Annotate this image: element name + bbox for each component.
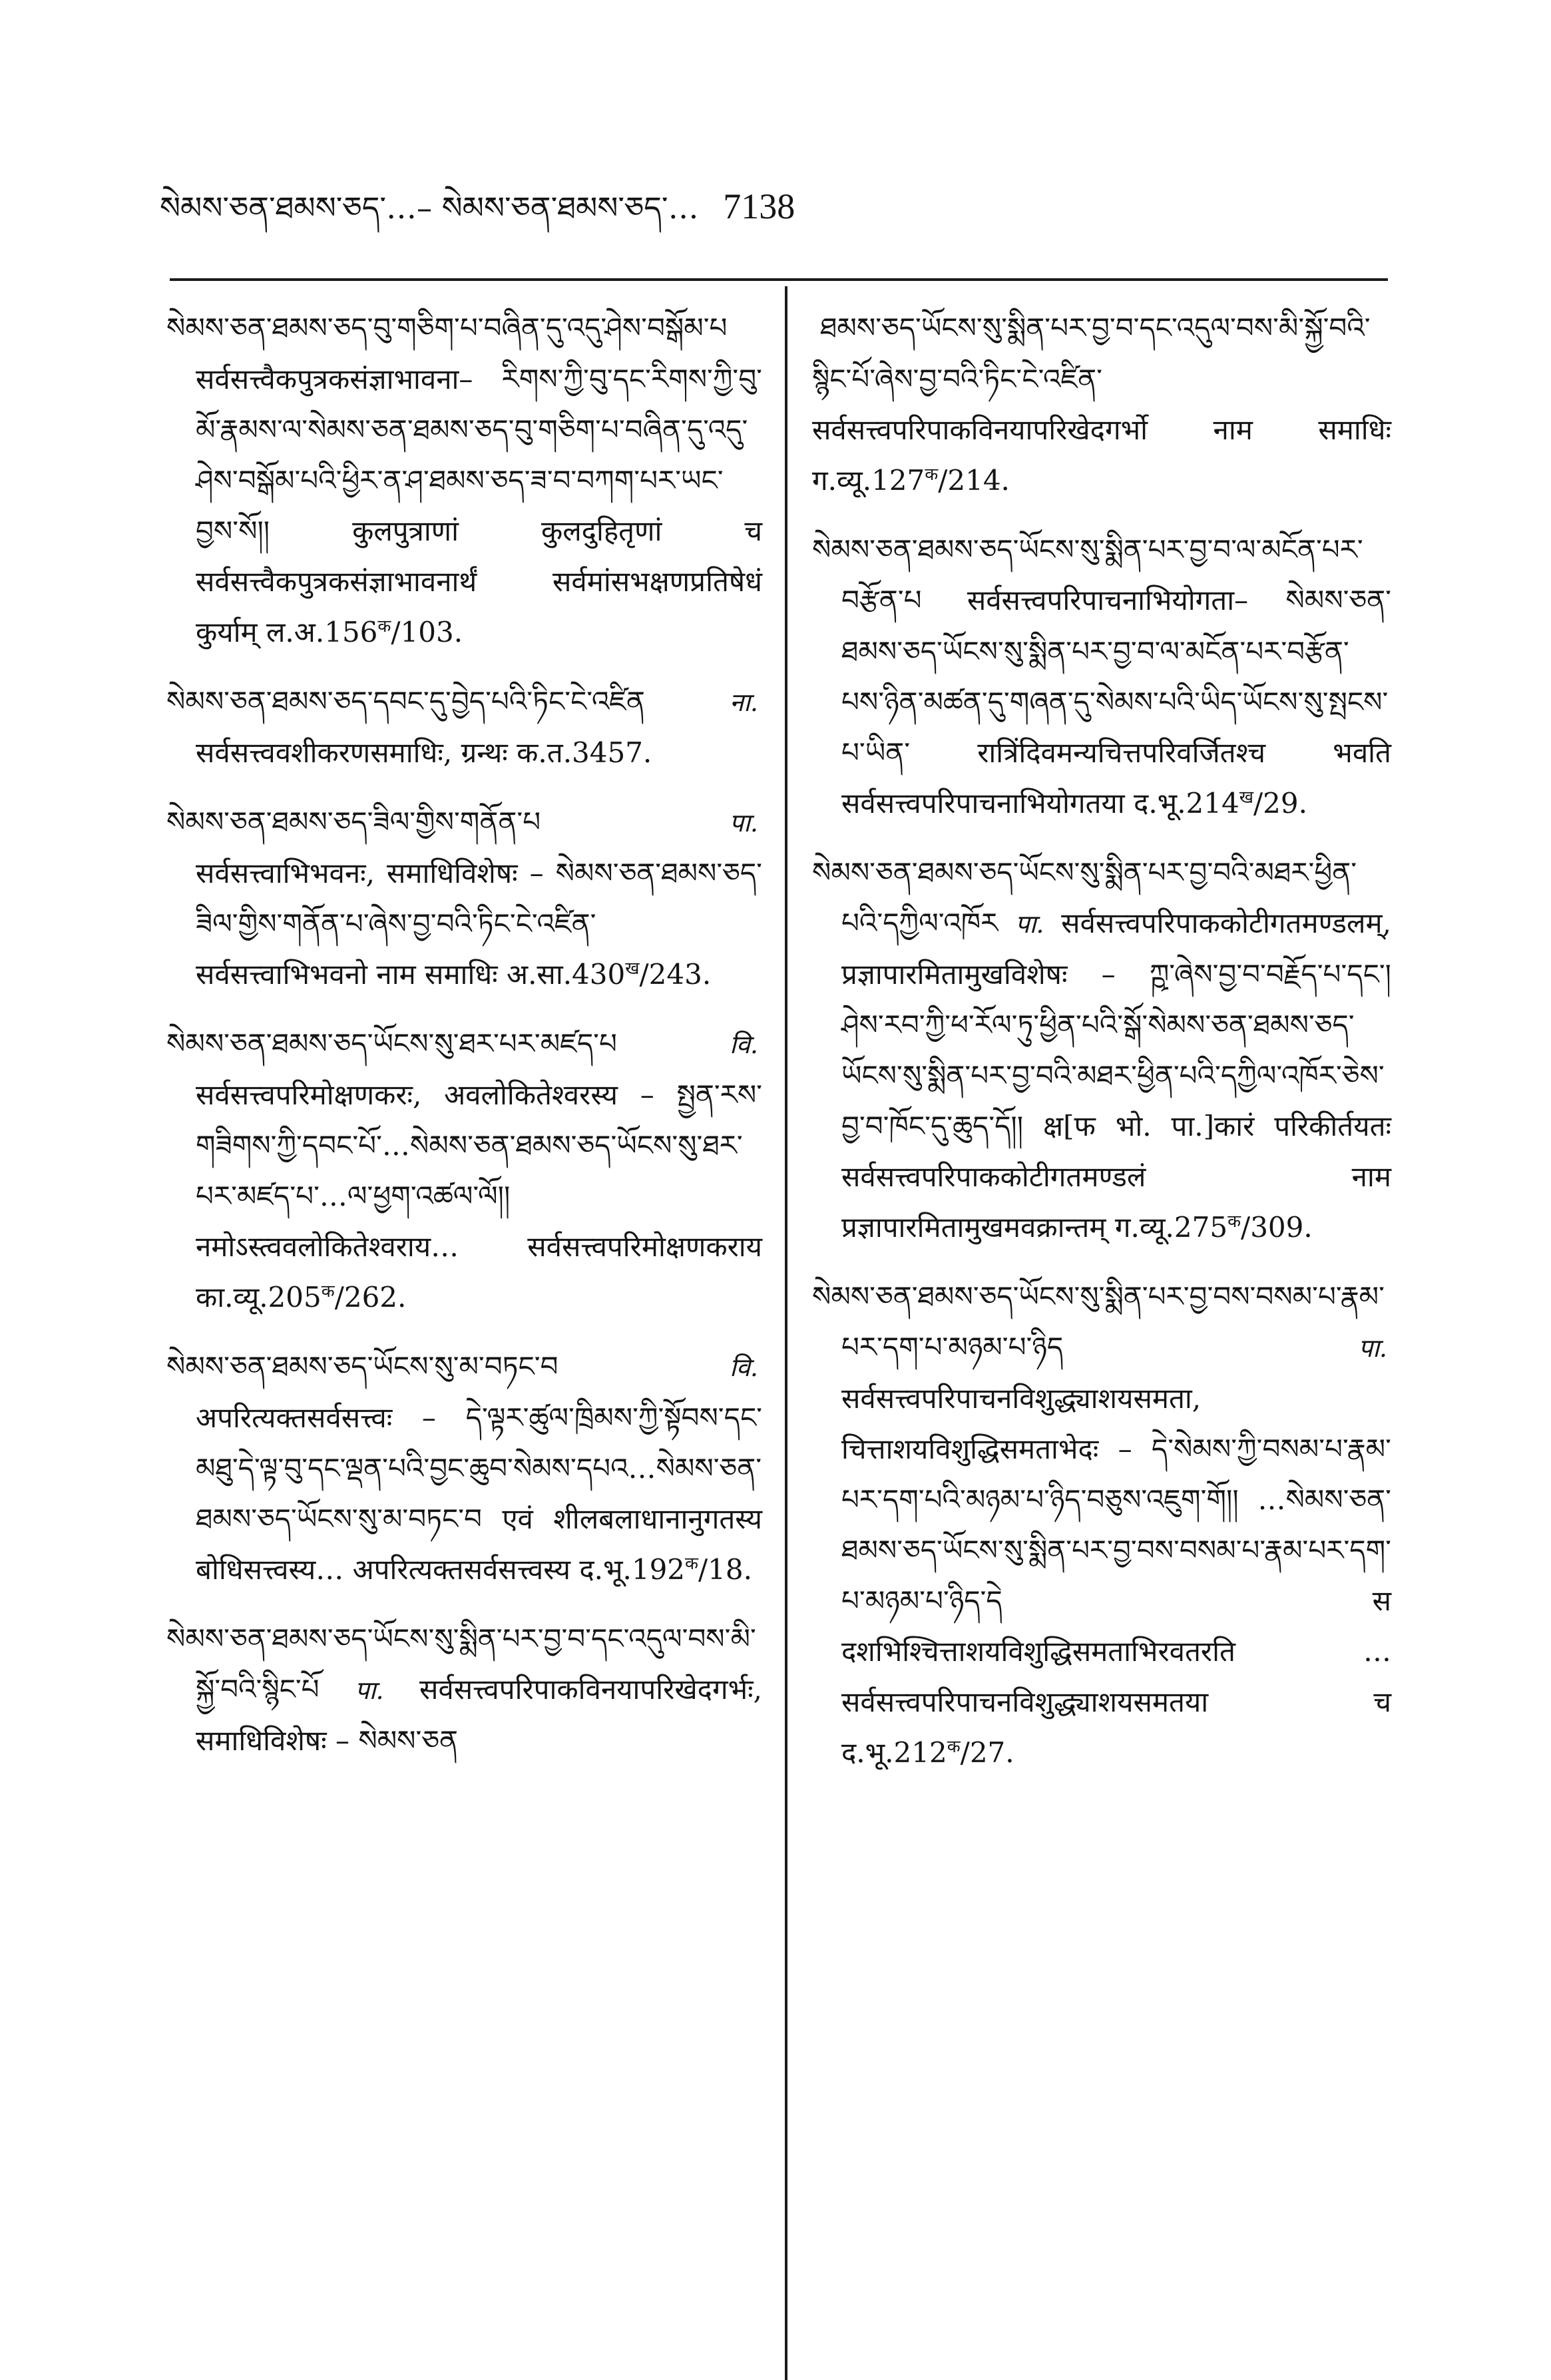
entry-headword: སེམས་ཅན་ཐམས་ཅད་ཡོངས་སུ་སྨིན་པར་བྱ་བ་དང་འདུལ་བས་མི་སྐྱོ་བའི་སྙིང་པོ (166, 1622, 756, 1706)
entry-headword: སེམས་ཅན་ཐམས་ཅད་བུ་གཅིག་པ་བཞིན་དུ་འདུ་ཤེས་བསྒོམ་པ (166, 312, 728, 344)
guide-words: སེམས་ཅན་ཐམས་ཅད་…– སེམས་ཅན་ཐམས་ཅད་… (160, 190, 699, 226)
entry-headword: སེམས་ཅན་ཐམས་ཅད་ཡོངས་སུ་སྨིན་པར་བྱ་བའི་མཐར་ཕྱིན་པའི་དཀྱིལ་འཁོར (812, 856, 1357, 939)
reference-superscript: ख (625, 959, 640, 979)
dictionary-entry (166, 1341, 762, 1595)
reference-superscript: क (321, 1282, 335, 1302)
grammar-label: वि. (729, 1030, 758, 1059)
reference-superscript: क (377, 616, 391, 636)
entry-text: सर्वसत्त्वपरिपाककोटीगतमण्डलम्, प्रज्ञापारमितामुखविशेषः – ཀྵ་ཞེས་བྱ་བ་བརྗོད་པ་དང་། ཤེས་རབ་ཀྱི་ཕ་རོལ་ཏུ་ཕྱིན་པའི་སྒོ་སེམས་ཅན་ཐམས་ཅད་ཡོངས་སུ་སྨིན་པར་བྱ་བའི་མཐར་ཕྱིན་པའི་དཀྱིལ་འཁོར་ཅེས་བྱ་བ་ཁོང་དུ་ཆུད་དོ།། क्ष[फ भो. पा.]कारं परिकीर्तयतः सर्वसत्त्वपरिपाककोटीगतमण्डलं नाम प्रज्ञापारमितामुखमवक्रान्तम् ग.व्यू.275 (841, 907, 1391, 1244)
reference-tail: /262. (334, 1281, 407, 1313)
entry-text: अपरित्यक्तसर्वसत्त्वः – དེ་ལྟར་ཚུལ་ཁྲིམས་ཀྱི་སྟོབས་དང་མཐུ་དེ་ལྟ་བུ་དང་ལྡན་པའི་བྱང་ཆུབ་སེམས་དཔའ…སེམས་ཅན་ཐམས་ཅད་ཡོངས་སུ་མ་བཏང་བ एवं शीलबलाधानानुगतस्य बोधिसत्त्वस्य… अपरित्यक्तसर्वसत्त्वस्य द.भू.192 (196, 1401, 762, 1586)
grammar-label: पा. (729, 808, 758, 837)
reference-tail: /18. (698, 1553, 752, 1586)
reference-superscript: क (947, 1737, 961, 1757)
dictionary-entry (166, 1614, 762, 1766)
entry-text: ཐམས་ཅད་ཡོངས་སུ་སྨིན་པར་བྱ་བ་དང་འདུལ་བས་མི་སྐྱོ་བའི་སྙིང་པོ་ཞེས་བྱ་བའི་ཏིང་ངེ་འཛིན་ सर्वसत्त्वपरिपाकविनयापरिखेदगर्भो नाम समाधिः ग.व्यू.127 (812, 312, 1391, 497)
right-column (812, 303, 1391, 1797)
grammar-label: पा. (355, 1676, 384, 1705)
entry-text: सर्वसत्त्वाभिभवनः, समाधिविशेषः – སེམས་ཅན་ཐམས་ཅད་ཟིལ་གྱིས་གནོན་པ་ཞེས་བྱ་བའི་ཏིང་ངེ་འཛིན་ सर्वसत्त्वाभिभवनो नाम समाधिः अ.सा.430 (196, 857, 762, 991)
entry-text: सर्वसत्त्वपरिपाचनाभियोगता– སེམས་ཅན་ཐམས་ཅད་ཡོངས་སུ་སྨིན་པར་བྱ་བ་ལ་མངོན་པར་བརྩོན་པས་ཉིན་མཚན་དུ་གཞན་དུ་སེམས་པའི་ཡིད་ཡོངས་སུ་སྤངས་པ་ཡིན་ रात्रिंदिवमन्यचित्तपरिवर्जितश्च भवति सर्वसत्त्वपरिपाचनाभियोगतया द.भू.214 (841, 584, 1391, 820)
entry-headword: སེམས་ཅན་ཐམས་ཅད་ཟིལ་གྱིས་གནོན་པ (166, 806, 541, 838)
entry-text: सर्वसत्त्वपरिपाचनविशुद्ध्याशयसमता, चित्ताशयविशुद्धिसमताभेदः – དེ་སེམས་ཀྱི་བསམ་པ་རྣམ་པར་དག་པའི་མཉམ་པ་ཉིད་བཅུས་འཇུག་གོ།། …སེམས་ཅན་ཐམས་ཅད་ཡོངས་སུ་སྨིན་པར་བྱ་བས་བསམ་པ་རྣམ་པར་དག་པ་མཉམ་པ་ཉིད་དེ स दशभिश्चित्ताशयविशुद्धिसमताभिरवतरति … सर्वसत्त्वपरिपाचनविशुद्ध्याशयसमतया च द.भू.212 (841, 1382, 1391, 1769)
entry-text: सर्वसत्त्वैकपुत्रकसंज्ञाभावना– རིགས་ཀྱི་བུ་དང་རིགས་ཀྱི་བུ་མོ་རྣམས་ལ་སེམས་ཅན་ཐམས་ཅད་བུ་གཅིག་པ་བཞིན་དུ་འདུ་ཤེས་བསྒོམ་པའི་ཕྱིར་ན་ཤ་ཐམས་ཅད་ཟ་བ་བཀག་པར་ཡང་བྱས་སོ།། कुलपुत्राणां कुलदुहितृणां च सर्वसत्त्वैकपुत्रकसंज्ञाभावनार्थं सर्वमांसभक्षणप्रतिषेधं कुर्याम् ल.अ.156 (196, 363, 762, 648)
dictionary-entry-continuation (812, 303, 1391, 506)
reference-tail: /103. (391, 616, 463, 648)
page-header (160, 174, 795, 234)
reference-tail: /214. (938, 464, 1010, 497)
entry-text: सर्वसत्त्ववशीकरणसमाधिः, ग्रन्थः क.त.3457. (196, 736, 652, 769)
entry-headword: སེམས་ཅན་ཐམས་ཅད་ཡོངས་སུ་མ་བཏང་བ (166, 1350, 558, 1383)
reference-superscript: ख (1239, 788, 1253, 808)
entry-headword: སེམས་ཅན་ཐམས་ཅད་ཡོངས་སུ་སྨིན་པར་བྱ་བ་ལ་མངོན་པར་བརྩོན་པ (812, 533, 1363, 616)
reference-superscript: क (925, 465, 939, 485)
entry-headword: སེམས་ཅན་ཐམས་ཅད་ཡོངས་སུ་སྨིན་པར་བྱ་བས་བསམ་པ་རྣམ་པར་དག་པ་མཉམ་པ་ཉིད (812, 1280, 1385, 1363)
reference-tail: /243. (639, 958, 712, 991)
reference-superscript: क (685, 1554, 698, 1574)
dictionary-entry (166, 676, 762, 778)
dictionary-entry (812, 847, 1391, 1253)
reference-tail: /309. (1241, 1211, 1313, 1244)
reference-tail: /29. (1253, 787, 1307, 820)
grammar-label: वि. (729, 1353, 758, 1382)
reference-tail: /27. (960, 1736, 1014, 1769)
dictionary-entry (166, 797, 762, 1000)
column-divider (785, 286, 787, 2380)
entry-text: सर्वसत्त्वपरिपाकविनयापरिखेदगर्भः, समाधिविशेषः – སེམས་ཅན (196, 1673, 762, 1757)
grammar-label: पा. (1358, 1333, 1387, 1363)
grammar-label: ना. (729, 688, 758, 717)
entry-headword: སེམས་ཅན་ཐམས་ཅད་དབང་དུ་བྱེད་པའི་ཏིང་ངེ་འཛིན (166, 685, 645, 718)
dictionary-entry (812, 525, 1391, 829)
grammar-label: पा. (1014, 909, 1044, 939)
header-rule (170, 278, 1388, 281)
entry-text: सर्वसत्त्वपरिमोक्षणकरः, अवलोकितेश्वरस्य – སྤྱན་རས་གཟིགས་ཀྱི་དབང་པོ་…སེམས་ཅན་ཐམས་ཅད་ཡོངས་སུ་ཐར་པར་མཛད་པ་…ལ་ཕྱག་འཚལ་ལོ།། नमोऽस्त्ववलोकितेश्वराय… सर्वसत्त्वपरिमोक्षणकराय का.व्यू.205 (196, 1078, 762, 1313)
page-number: 7138 (723, 186, 795, 226)
entry-headword: སེམས་ཅན་ཐམས་ཅད་ཡོངས་སུ་ཐར་པར་མཛད་པ (166, 1027, 617, 1060)
dictionary-entry (166, 1019, 762, 1323)
left-column (166, 303, 762, 1785)
dictionary-entry (812, 1272, 1391, 1778)
reference-superscript: क (1227, 1212, 1241, 1232)
dictionary-entry (166, 303, 762, 658)
